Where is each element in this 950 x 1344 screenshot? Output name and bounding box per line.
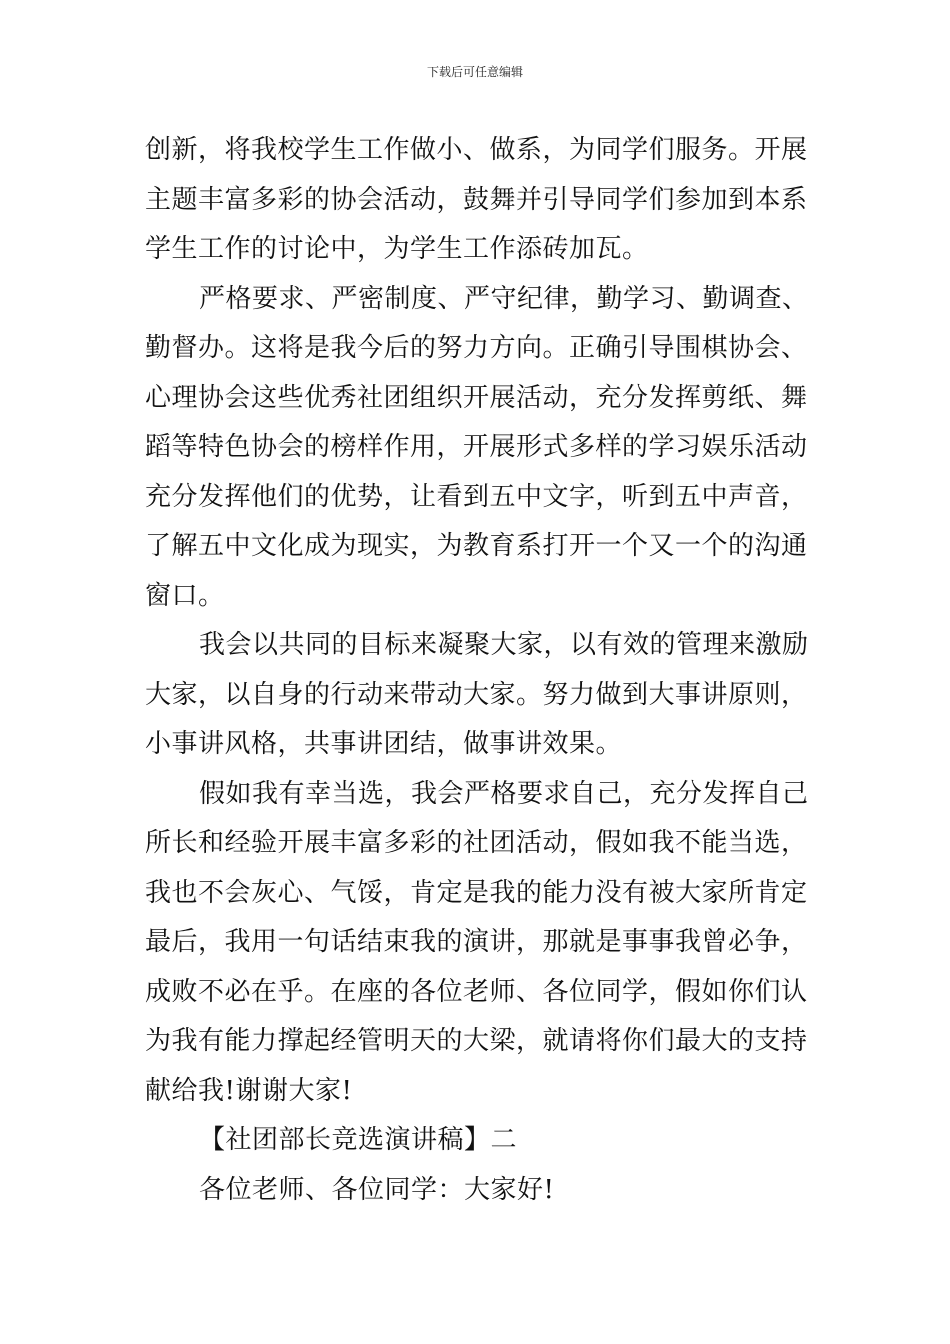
- text-line: 学生工作的讨论中，为学生工作添砖加瓦。: [145, 234, 649, 264]
- text-line: 我会以共同的目标来凝聚大家，以有效的管理来激励: [199, 630, 809, 660]
- text-line: 窗口。: [145, 580, 225, 611]
- text-line: 大家，以自身的行动来带动大家。努力做到大事讲原则，: [145, 679, 808, 710]
- text-line: 成败不必在乎。在座的各位老师、各位同学，假如你们认: [145, 976, 808, 1007]
- text-line: 创新，将我校学生工作做小、做系，为同学们服务。开展: [145, 135, 808, 165]
- text-line: 我也不会灰心、气馁，肯定是我的能力没有被大家所肯定: [145, 877, 808, 908]
- text-line: 勤督办。这将是我今后的努力方向。正确引导围棋协会、: [145, 333, 808, 363]
- text-line: 最后，我用一句话结束我的演讲，那就是事事我曾必争，: [145, 927, 808, 957]
- text-line: 主题丰富多彩的协会活动，鼓舞并引导同学们参加到本系: [145, 184, 808, 215]
- page-header: 下载后可任意编辑: [426, 65, 523, 79]
- text-line: 严格要求、严密制度、严守纪律，勤学习、勤调查、: [199, 283, 809, 314]
- text-line: 心理协会这些优秀社团组织开展活动，充分发挥剪纸、舞: [145, 382, 808, 413]
- text-line: 蹈等特色协会的榜样作用，开展形式多样的学习娱乐活动: [145, 432, 808, 462]
- text-line: 所长和经验开展丰富多彩的社团活动，假如我不能当选，: [145, 828, 808, 858]
- text-line: 小事讲风格，共事讲团结，做事讲效果。: [145, 729, 623, 759]
- text-line: 充分发挥他们的优势，让看到五中文字，听到五中声音，: [145, 481, 808, 512]
- greeting-line: 各位老师、各位同学：大家好!: [199, 1174, 555, 1205]
- text-line: 了解五中文化成为现实，为教育系打开一个又一个的沟通: [145, 531, 808, 561]
- text-line: 假如我有幸当选，我会严格要求自己，充分发挥自己: [199, 778, 809, 809]
- section-heading: 【社团部长竞选演讲稿】二: [199, 1125, 518, 1155]
- text-line: 为我有能力撑起经管明天的大梁，就请将你们最大的支持: [145, 1026, 808, 1056]
- text-line: 献给我!谢谢大家!: [145, 1075, 353, 1106]
- document-body: [145, 126, 807, 1215]
